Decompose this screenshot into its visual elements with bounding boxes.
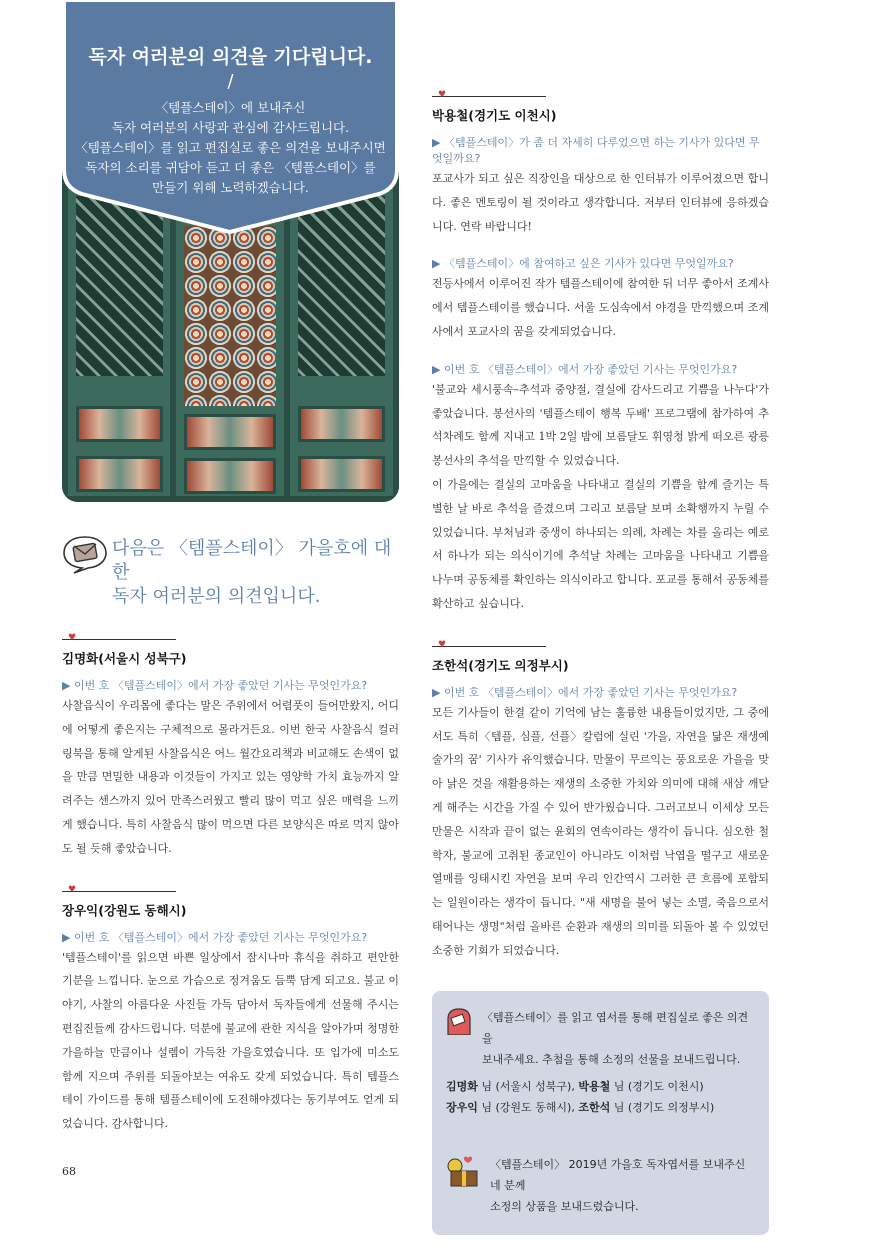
door-panel-center — [170, 200, 290, 502]
banner — [62, 0, 399, 198]
notice-text — [482, 1007, 755, 1070]
door-panel — [298, 406, 385, 442]
banner-line: 독자 여러분의 사랑과 관심에 감사드립니다. — [111, 120, 350, 135]
qa — [432, 135, 769, 238]
qa — [62, 930, 399, 1136]
winner-name: 조한석 — [578, 1100, 611, 1114]
banner-title: 독자 여러분의 의견을 기다립니다. — [88, 46, 373, 68]
banner-line: 만들기 위해 노력하겠습니다. — [152, 180, 309, 195]
winner-region: 님 (강원도 동해시), — [477, 1100, 579, 1114]
winner-region: 님 (경기도 이천시) — [610, 1079, 704, 1093]
intro-text — [112, 534, 399, 609]
qa — [432, 256, 769, 343]
gift-line: 〈템플스테이〉 2019년 가을호 독자엽서를 보내주신 네 분께 — [490, 1157, 746, 1192]
question: ▶ 이번 호 〈템플스테이〉에서 가장 좋았던 기사는 무엇인가요? — [432, 362, 738, 376]
notice-line: 〈템플스테이〉를 읽고 엽서를 통해 편집실로 좋은 의견을 — [482, 1010, 749, 1045]
winners-info-box — [432, 991, 769, 1235]
answer-continued: 이 가을에는 결실의 고마움을 나타내고 결실의 기쁨을 함께 즐기는 특별한 날 바로 추석을 즐겼으며 그리고 보름달 보며 소확행까지 누릴 수 있었습니다. 부처님과 중생이 하나되는 의례, 차례는 차를 올리는 예로서 하나가 되는 의식이기에 추석날 차례는 고마움을 나타내고 기쁨을 나누며 공동체를 확인하는 의식이라고 합니다. 포교를 통해서 공동체를 확산하고 싶습니다. — [432, 477, 769, 610]
question: ▶ 이번 호 〈템플스테이〉에서 가장 좋았던 기사는 무엇인가요? — [62, 930, 368, 944]
notice — [446, 1007, 755, 1070]
divider — [62, 633, 176, 643]
reader-name: 장우익(강원도 동해시) — [62, 902, 187, 918]
letter — [62, 884, 399, 1136]
envelope-speech-bubble-icon — [62, 534, 108, 574]
winner-name: 장우익 — [446, 1100, 478, 1114]
heart-icon: ♥ — [438, 639, 447, 650]
reader-name: 조한석(경기도 의정부시) — [432, 657, 569, 673]
heart-icon: ♥ — [438, 90, 447, 100]
banner-line: 독자의 소리를 귀담아 듣고 더 좋은 〈템플스테이〉를 — [85, 160, 376, 175]
door-panel — [184, 414, 276, 450]
answer: 전등사에서 이루어진 작가 템플스테이에 참여한 뒤 너무 좋아서 조계사에서 템플스테이를 했습니다. 서울 도심속에서 야경을 만끽했으며 조계사에서 포교사의 꿈을 갖게되었습니다. — [432, 277, 769, 338]
door-panel — [298, 456, 385, 492]
letter — [432, 90, 769, 616]
gift-line: 소정의 상품을 보내드렸습니다. — [490, 1199, 639, 1213]
question: ▶ 이번 호 〈템플스테이〉에서 가장 좋았던 기사는 무엇인가요? — [432, 685, 738, 699]
door-panel — [76, 406, 163, 442]
winner-region: 님 (서울시 성북구), — [477, 1079, 579, 1093]
winners — [446, 1076, 755, 1118]
page-number: 68 — [62, 1164, 76, 1178]
banner-body — [62, 98, 399, 198]
letter — [432, 639, 769, 963]
question: ▶ 이번 호 〈템플스테이〉에서 가장 좋았던 기사는 무엇인가요? — [62, 679, 368, 692]
qa — [432, 362, 769, 616]
door-panel — [76, 456, 163, 492]
answer: '불교와 세시풍속–추석과 중양절, 결실에 감사드리고 기쁨을 나누다'가 좋았습니다. 봉선사의 '템플스테이 행복 두배' 프로그램에 참가하여 추석차례도 함께 지내고 1박 2일 밤에 보름달도 휘영청 밝게 떠오른 광릉 봉선사의 추석을 만끽할 수 있었습니다. — [432, 382, 769, 468]
banner-slash: / — [227, 71, 234, 92]
left-column — [62, 0, 399, 1180]
gift-notice — [446, 1154, 755, 1217]
qa — [62, 678, 399, 861]
question: ▶ 〈템플스테이〉가 좀 더 자세히 다루었으면 하는 기사가 있다면 무엇일까요? — [432, 136, 760, 165]
intro-line: 독자 여러분의 의견입니다. — [112, 586, 321, 607]
gift-text — [490, 1154, 755, 1217]
reader-name: 김명화(서울시 성북구) — [62, 651, 187, 666]
circle-pattern — [184, 226, 276, 406]
notice-line: 보내주세요. 추첨을 통해 소정의 선물을 보내드립니다. — [482, 1052, 741, 1066]
door-panel — [184, 458, 276, 494]
winner-name: 박용철 — [578, 1079, 611, 1093]
banner-line: 〈템플스테이〉를 읽고 편집실로 좋은 의견을 보내주시면 — [75, 140, 386, 155]
answer: '템플스테이'를 읽으면 바쁜 일상에서 잠시나마 휴식을 취하고 편안한 기분을 느낍니다. 눈으로 가슴으로 정겨움도 듬뿍 담게 되고요. 불교 이야기, 사찰의 아름다운 사진들 가득 담아서 독자들에게 선물해 주시는 편집진들께 감사드립니다. 덕분에 불교에 관한 지식을 알아가며 청명한 가을하늘 만큼이나 설렘이 가득찬 가을호였습니다. 또 입가에 미소도 함께 지으며 주위를 되돌아보는 여유도 갖게 되었습니다. 특히 템플스테이 가이드를 통해 템플스테이에 도전해야겠다는 동기부여도 얻게 되었습니다. 감사합니다. — [62, 950, 399, 1131]
answer: 포교사가 되고 싶은 직장인을 대상으로 한 인터뷰가 이루어졌으면 합니다. 좋은 멘토링이 될 것이라고 생각합니다. 저부터 인터뷰에 응하겠습니다. 연락 바랍니다! — [432, 172, 769, 233]
mailbox-icon — [446, 1007, 472, 1035]
qa — [432, 685, 769, 963]
divider — [432, 90, 546, 100]
gift-box-icon — [446, 1154, 480, 1188]
divider — [432, 639, 546, 650]
winner-region: 님 (경기도 의정부시) — [610, 1100, 715, 1114]
winners-line — [446, 1076, 755, 1097]
winner-name: 김명화 — [446, 1079, 478, 1093]
heart-icon: ♥ — [68, 633, 77, 643]
intro-line: 다음은 〈템플스테이〉 가을호에 대한 — [112, 538, 392, 583]
right-column — [432, 0, 769, 1235]
answer: 모든 기사들이 한결 같이 기억에 남는 훌륭한 내용들이었지만, 그 중에서도 특히〈템플, 심플, 선플〉칼럼에 실린 '가을, 자연을 닮은 재생예술가의 꿈' 기사가 유익했습니다. 만물이 무르익는 풍요로운 가을을 맞아 낡은 것을 재활용하는 재생의 소중한 가치와 의미에 대해 새삼 깨닫게 해주는 시간을 가질 수 있어 반가웠습니다. 그러고보니 이세상 모든 만물은 시작과 끝이 없는 윤회의 연속이라는 생각이 듭니다. 심오한 철학자, 불교에 고취된 종교인이 아니라도 이처럼 낙엽을 떨구고 새로운 열매를 잉태시킨 자연을 보며 우리 인간역시 그러한 큰 흐름에 포함되는 일원이라는 생각이 듭니다. "새 새명을 불어 넣는 소멸, 죽음으로서 태어나는 생명"처럼 올바른 순환과 재생의 의미를 되돌아 볼 수 있었던 소중한 기회가 되었습니다. — [432, 705, 769, 957]
letter — [62, 633, 399, 861]
divider — [62, 884, 176, 895]
banner-line: 〈템플스테이〉에 보내주신 — [155, 100, 306, 115]
heart-icon: ♥ — [68, 884, 77, 895]
reader-name: 박용철(경기도 이천시) — [432, 108, 557, 123]
hero — [62, 0, 399, 502]
intro-heading — [62, 534, 399, 609]
question: ▶ 〈템플스테이〉에 참여하고 싶은 기사가 있다면 무엇일까요? — [432, 257, 734, 271]
answer: 사찰음식이 우리몸에 좋다는 말은 주위에서 어렴풋이 들어만왔지, 어디에 어떻게 좋은지는 구체적으로 몰라거든요. 이번 한국 사찰음식 컬러링북을 통해 알게된 사찰음식은 어느 월간요리책과 비교해도 손색이 없을 만큼 면밀한 내용과 이것들이 가지고 있는 영양학 가치 효능까지 알려주는 센스까지 있어 만족스러웠고 빨리 많이 먹고 싶은 매력을 느끼게 했습니다. 특히 사찰음식 많이 먹으면 다른 보양식은 따로 먹지 않아도 될 듯해 좋았습니다. — [62, 699, 399, 855]
